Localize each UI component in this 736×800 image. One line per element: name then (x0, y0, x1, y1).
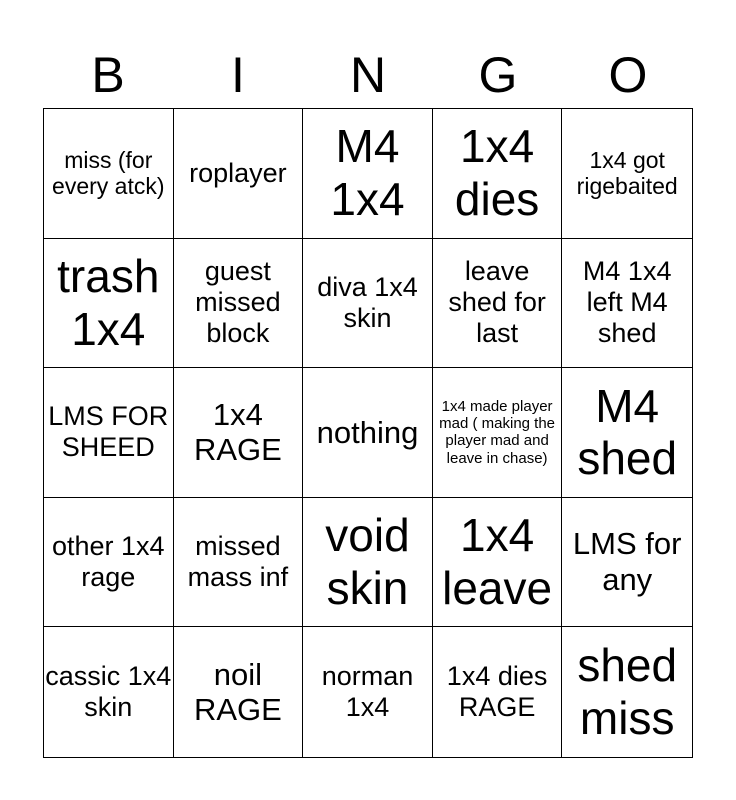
bingo-cell[interactable] (562, 498, 692, 628)
bingo-cell[interactable] (44, 239, 174, 369)
cell-text: LMS FOR SHEED (48, 401, 169, 463)
cell-text: guest missed block (195, 256, 281, 349)
bingo-cell[interactable] (303, 498, 433, 628)
bingo-cell[interactable] (174, 368, 304, 498)
cell-text: 1x4 made player mad ( making the player mad and leave in chase) (439, 397, 556, 467)
bingo-cell[interactable] (44, 368, 174, 498)
cell-text: trash 1x4 (57, 250, 160, 355)
bingo-cell[interactable] (303, 627, 433, 757)
bingo-cell[interactable] (433, 368, 563, 498)
bingo-cell[interactable] (44, 109, 174, 239)
cell-text: roplayer (189, 157, 287, 188)
cell-text: cassic 1x4 skin (45, 661, 172, 723)
cell-text: shed miss (577, 639, 678, 745)
bingo-cell[interactable] (174, 498, 304, 628)
cell-text: M4 1x4 (330, 120, 405, 226)
bingo-cell[interactable] (303, 368, 433, 498)
cell-text: noil RAGE (193, 656, 282, 728)
cell-text: other 1x4 rage (52, 531, 165, 593)
cell-text: missed mass inf (187, 531, 289, 593)
bingo-cell[interactable] (44, 498, 174, 628)
bingo-cell[interactable] (562, 368, 692, 498)
cell-text: void skin (325, 509, 410, 615)
bingo-cell[interactable] (433, 239, 563, 369)
cell-text: 1x4 dies (454, 120, 540, 226)
cell-text: M4 shed (577, 379, 678, 485)
bingo-cell[interactable] (433, 498, 563, 628)
bingo-cell[interactable] (174, 239, 304, 369)
bingo-cell[interactable] (174, 109, 304, 239)
cell-text: norman 1x4 (321, 661, 414, 723)
bingo-cell[interactable] (433, 627, 563, 757)
cell-text: leave shed for last (448, 256, 546, 349)
header-letter-n: N (349, 47, 387, 103)
bingo-cell[interactable] (303, 109, 433, 239)
bingo-header (43, 48, 693, 102)
cell-text: 1x4 dies RAGE (446, 661, 548, 723)
cell-text: diva 1x4 skin (317, 271, 418, 333)
bingo-cell[interactable] (562, 109, 692, 239)
header-letter-g: G (478, 47, 518, 103)
bingo-cell[interactable] (562, 627, 692, 757)
bingo-board (43, 108, 693, 758)
header-letter-b: B (91, 47, 125, 103)
cell-text: LMS for any (572, 526, 682, 598)
cell-text: miss (for every atck) (52, 146, 165, 200)
header-letter-i: I (231, 47, 245, 103)
cell-text: 1x4 RAGE (193, 396, 282, 468)
cell-text: nothing (316, 414, 419, 450)
cell-text: 1x4 leave (442, 509, 553, 615)
cell-text: M4 1x4 left M4 shed (582, 256, 672, 349)
cell-text: 1x4 got rigebaited (576, 146, 678, 200)
bingo-cell[interactable] (562, 239, 692, 369)
bingo-cell[interactable] (44, 627, 174, 757)
bingo-cell[interactable] (433, 109, 563, 239)
header-letter-o: O (608, 47, 648, 103)
bingo-cell[interactable] (303, 239, 433, 369)
bingo-cell[interactable] (174, 627, 304, 757)
